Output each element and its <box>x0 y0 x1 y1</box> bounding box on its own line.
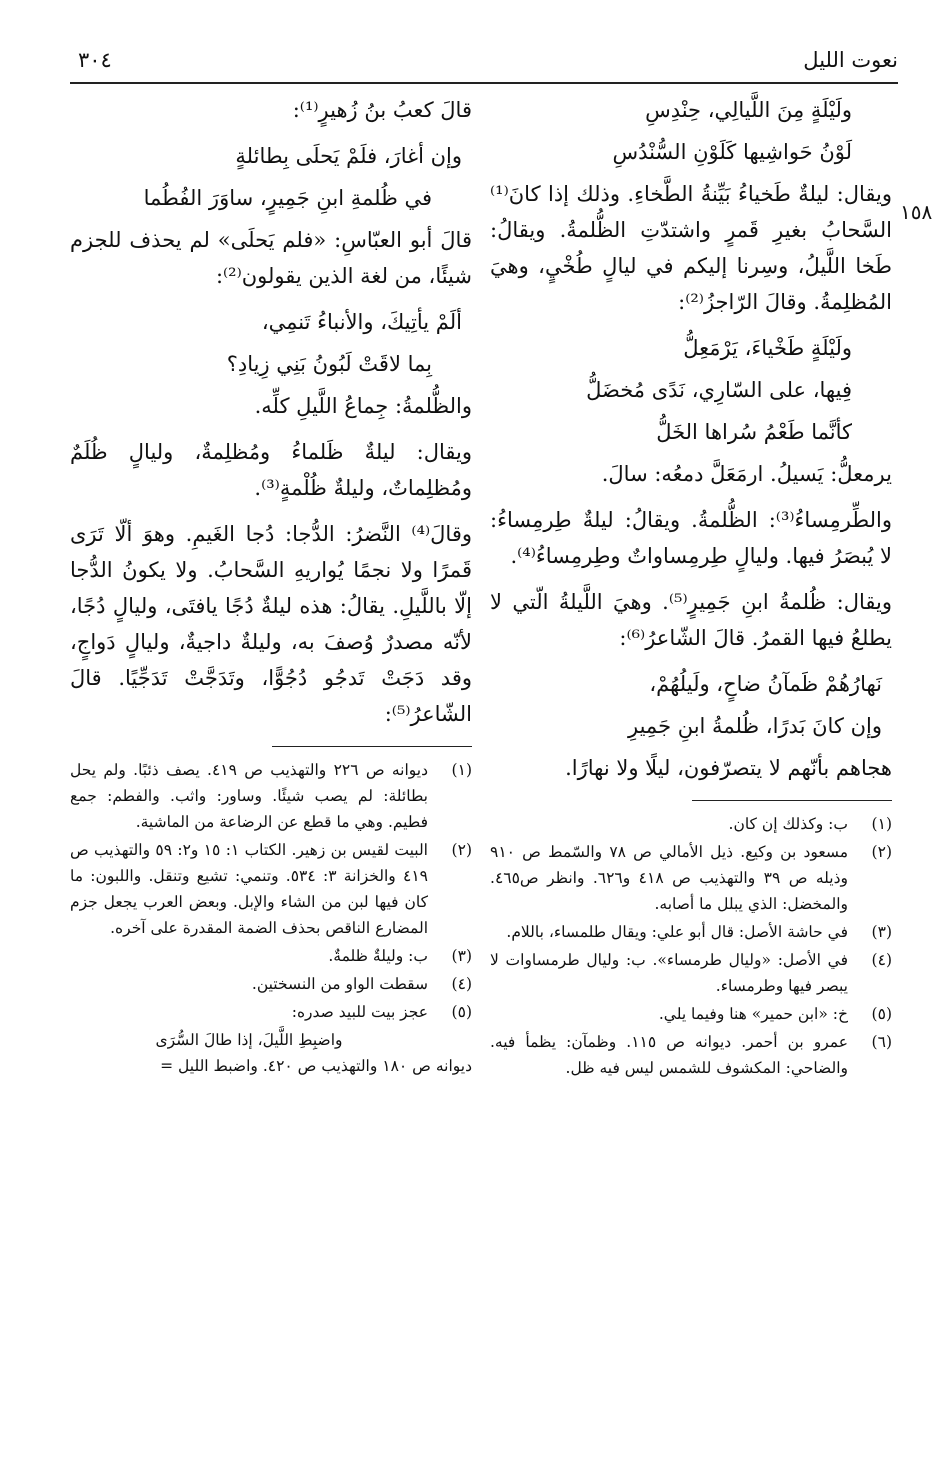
footnote-rule <box>272 746 472 747</box>
footnote-text: في حاشة الأصل: قال أبو علي: ويقال طلمساء، باللام. <box>506 923 848 941</box>
footnote-rule <box>692 800 892 801</box>
verse-line: فِيها، على السّارِي، نَدًى مُخضَلُّ <box>586 378 852 402</box>
left-column <box>70 92 472 1079</box>
right-column <box>490 92 892 1083</box>
page-number: ٣٠٤ <box>78 48 112 72</box>
footnote-text: مسعود بن وكيع. ذيل الأمالي ص ٧٨ والسّمط ص ٩١٠ وذيله ص ٣٩ والتهذيب ص ٤١٨ و٦٢٦. وانظر ص٤٦٥. والمخضل: الذي يبلل ما أصابه. <box>490 843 848 913</box>
footnote-number: (١) <box>451 761 472 779</box>
footnote-number: (٤) <box>871 951 892 969</box>
paragraph: والطِّرمِساءُ⁽³⁾: الظُّلمةُ. ويقالُ: ليلةٌ طِرمِساءُ: لا يُبصَرُ فيها. وليالٍ طِرمِساواتٌ وطِرمِساءُ⁽⁴⁾. <box>490 508 892 568</box>
margin-marker: ١٥٨ <box>900 200 933 224</box>
footnote-text: عجز بيت للبيد صدره: <box>291 1003 428 1021</box>
running-title: نعوت الليل <box>803 48 898 72</box>
verse-line: نَهارُهُمْ ظَمآنُ ضاحٍ، ولَيلُهُمْ، <box>649 672 882 696</box>
footnote <box>490 919 892 945</box>
paragraph: قالَ أبو العبّاسِ: «فلم يَحلَى» لم يحذف للجزم شيئًا، من لغة الذين يقولون⁽²⁾: <box>70 228 472 288</box>
paragraph: وقالَ⁽⁴⁾ النَّضرُ: الدُّجا: دُجا الغَيمِ. وهوَ ألّا تَرَى قَمرًا ولا نجمًا يُواريهِ السَّحابُ. ولا يكونُ الدُّجا إلّا باللَّيلِ. يقالُ: هذه ليلةٌ دُجًا يافتَى، وليالٍ دُجًا، لأنّه مصدرٌ وُصفَ به، وليلةٌ داجيةٌ، وليالٍ دَواجٍ، وقد دَجَتْ تَدجُو دُجُوًّا، وتَدَجَّتْ تَدَجِّيًا. قالَ الشّاعرُ⁽⁵⁾: <box>70 522 472 726</box>
footnote <box>490 839 892 917</box>
paragraph: ويقال: ظُلمةُ ابنِ جَمِيرٍ⁽⁵⁾. وهيَ اللَّيلةُ الّتي لا يطلعُ فيها القمرُ. قالَ الشّاعرُ⁽⁶⁾: <box>490 590 892 650</box>
paragraph: قالَ كعبُ بنُ زُهيرٍ⁽¹⁾: <box>292 98 472 122</box>
footnote-text: ديوانه ص ٢٢٦ والتهذيب ص ٤١٩. يصف ذئبًا. ولم يحل بطائلة: لم يصب شيئًا. وساور: واثب. والفطم: جمع فطيم. وهي ما قطع عن الرضاعة من الماشية. <box>70 761 429 831</box>
paragraph: هجاهم بأنّهم لا يتصرّفون، ليلًا ولا نهارًا. <box>565 756 892 780</box>
paragraph: والظُّلمةُ: جِماعُ اللَّيلِ كلِّه. <box>254 394 472 418</box>
footnote-text: ب: وليلةٌ ظلمةٌ. <box>328 947 428 965</box>
footnote-text: خ: «ابن حمير» هنا وفيما يلي. <box>658 1005 848 1023</box>
footnote <box>70 999 472 1025</box>
footnote-number: (٥) <box>451 1003 472 1021</box>
paragraph: يرمعلُّ: يَسيلُ. ارمَعَلَّ دمعُه: سالَ. <box>601 462 892 486</box>
footnote-number: (٣) <box>871 923 892 941</box>
footnote-continuation: ديوانه ص ١٨٠ والتهذيب ص ٤٢٠. واضبط الليل = <box>160 1057 472 1075</box>
verse-line: في ظُلمةِ ابنِ جَمِيرٍ، ساوَرَ الفُطُما <box>143 186 432 210</box>
page-header <box>70 40 898 84</box>
verse-line: بِما لاقَتْ لَبُونُ بَنِي زِيادِ؟ <box>226 352 432 376</box>
verse-line: ألَمْ يأتِيكَ، والأنباءُ تَنمِي، <box>261 310 462 334</box>
footnote-text: البيت لقيس بن زهير. الكتاب ١: ١٥ و٢: ٥٩ والتهذيب ص ٤١٩ والخزانة ٣: ٥٣٤. وتنمي: تشيع وتنقل. واللبون: ما كان فيها لبن من الشاء والإبل. وبعض العرب يجعل جزم المضارع الناقص بحذف الضمة المقدرة على آخره. <box>70 841 428 937</box>
footnote-number: (٦) <box>871 1033 892 1051</box>
verse-line: لَوْنُ حَواشِيها كَلَوْنِ السُّنْدُسِ <box>612 140 852 164</box>
footnote-verse: واضبِطِ اللَّيلَ، إذا طالَ السُّرَى <box>155 1031 343 1049</box>
paragraph: ويقال: ليلةٌ ظَلماءُ ومُظلِمةٌ، وليالٍ ظُلَمٌ ومُظلِماتٌ، وليلةٌ ظُلْمةٍ⁽³⁾. <box>70 440 472 500</box>
verse-line: وإن كانَ بَدرًا، ظُلمةُ ابنِ جَمِيرِ <box>628 714 882 738</box>
verse-line: ولَيْلَةٍ مِنَ اللَّيالِي، حِنْدِسِ <box>645 98 852 122</box>
footnote <box>70 837 472 941</box>
header-rule <box>70 82 898 84</box>
footnote <box>70 943 472 969</box>
footnote <box>70 971 472 997</box>
footnote-number: (٣) <box>451 947 472 965</box>
footnote-number: (١) <box>871 815 892 833</box>
footnote <box>490 1029 892 1081</box>
footnote <box>490 1001 892 1027</box>
footnote-text: سقطت الواو من النسختين. <box>251 975 428 993</box>
verse-line: ولَيْلَةٍ طَخْياءَ، يَرْمَعِلُّ <box>683 336 852 360</box>
footnote-number: (٢) <box>871 843 892 861</box>
footnote-number: (٤) <box>451 975 472 993</box>
footnote-text: في الأصل: «وليال طرمساء». ب: وليال طرمساوات لا يبصر فيها وطرمساء. <box>490 951 848 995</box>
footnote-number: (٥) <box>871 1005 892 1023</box>
footnote <box>490 947 892 999</box>
verse-line: كأنَّما طَعْمُ سُراها الخَلُّ <box>656 420 852 444</box>
paragraph: ويقال: ليلةٌ طَخياءُ بَيِّنةُ الطَّخاءِ. وذلك إذا كانَ⁽¹⁾ السَّحابُ بغيرِ قَمرٍ واشتدّتِ الظُّلمةُ. ويقالُ: طَخا اللَّيلُ، وسِرنا إليكم في ليالٍ طُخْيٍ، وهيَ المُظلِمةُ. وقالَ الرّاجزُ⁽²⁾: <box>490 182 892 314</box>
footnote <box>490 811 892 837</box>
footnote <box>70 757 472 835</box>
footnote-text: عمرو بن أحمر. ديوانه ص ١١٥. وظمآن: يظمأ فيه. والضاحي: المكشوف للشمس ليس فيه ظل. <box>490 1033 849 1077</box>
footnote-number: (٢) <box>451 841 472 859</box>
footnote-text: ب: وكذلك إن كان. <box>728 815 848 833</box>
verse-line: وإن أغارَ، فلَمْ يَحلَى بِطائلةٍ <box>235 144 462 168</box>
